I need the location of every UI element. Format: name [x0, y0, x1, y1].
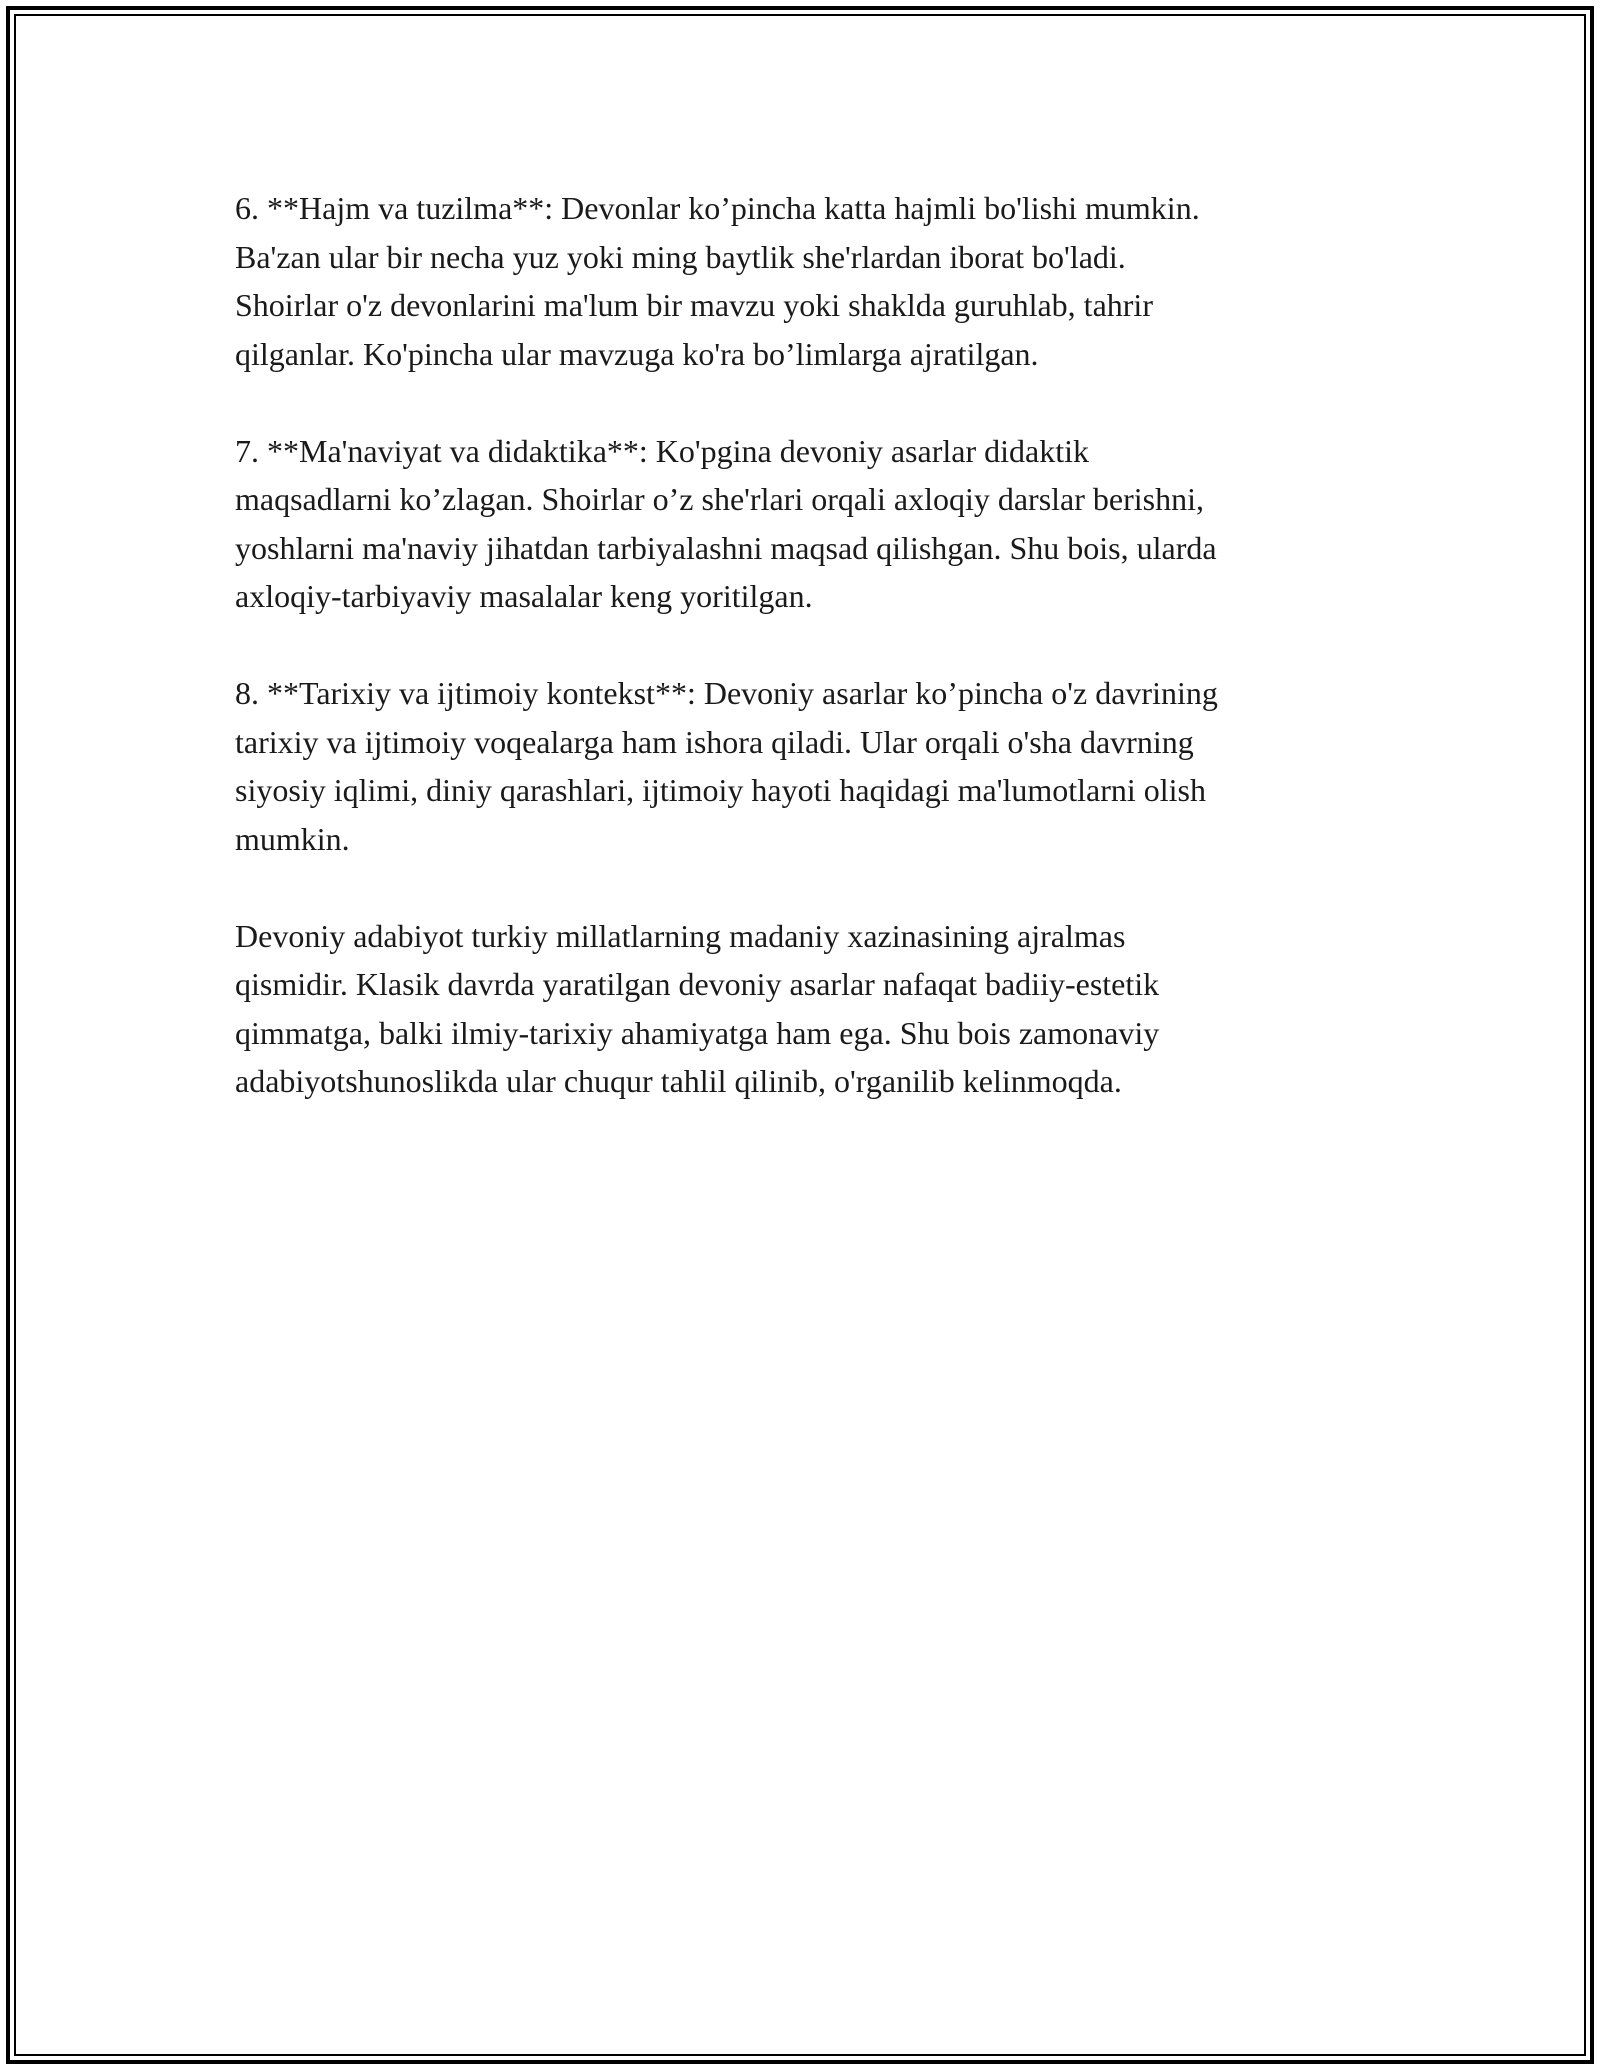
- document-body: [235, 184, 1395, 1154]
- paragraph-hajm-va-tuzilma: 6. **Hajm va tuzilma**: Devonlar ko’pincha katta hajmli bo'lishi mumkin. Ba'zan ular bir necha yuz yoki ming baytlik she'rlardan iborat bo'ladi. Shoirlar o'z devonlarini ma'lum bir mavzu yoki shaklda guruhlab, tahrir qilganlar. Ko'pincha ular mavzuga ko'ra bo’limlarga ajratilgan.: [235, 190, 1200, 372]
- paragraph-conclusion: Devoniy adabiyot turkiy millatlarning madaniy xazinasining ajralmas qismidir. Klasik davrda yaratilgan devoniy asarlar nafaqat badiiy-estetik qimmatga, balki ilmiy-tarixiy ahamiyatga ham ega. Shu bois zamonaviy adabiyotshunoslikda ular chuqur tahlil qilinib, o'rganilib kelinmoqda.: [235, 917, 1160, 1099]
- paragraph-manaviyat-va-didaktika: 7. **Ma'naviyat va didaktika**: Ko'pgina devoniy asarlar didaktik maqsadlarni ko’zlagan. Shoirlar o’z she'rlari orqali axloqiy darslar berishni, yoshlarni ma'naviy jihatdan tarbiyalashni maqsad qilishgan. Shu bois, ularda axloqiy-tarbiyaviy masalalar keng yoritilgan.: [235, 432, 1217, 614]
- paragraph-tarixiy-va-ijtimoiy-kontekst: 8. **Tarixiy va ijtimoiy kontekst**: Devoniy asarlar ko’pincha o'z davrining tarixiy va ijtimoiy voqealarga ham ishora qiladi. Ular orqali o'sha davrning siyosiy iqlimi, diniy qarashlari, ijtimoiy hayoti haqidagi ma'lumotlarni olish mumkin.: [235, 675, 1218, 857]
